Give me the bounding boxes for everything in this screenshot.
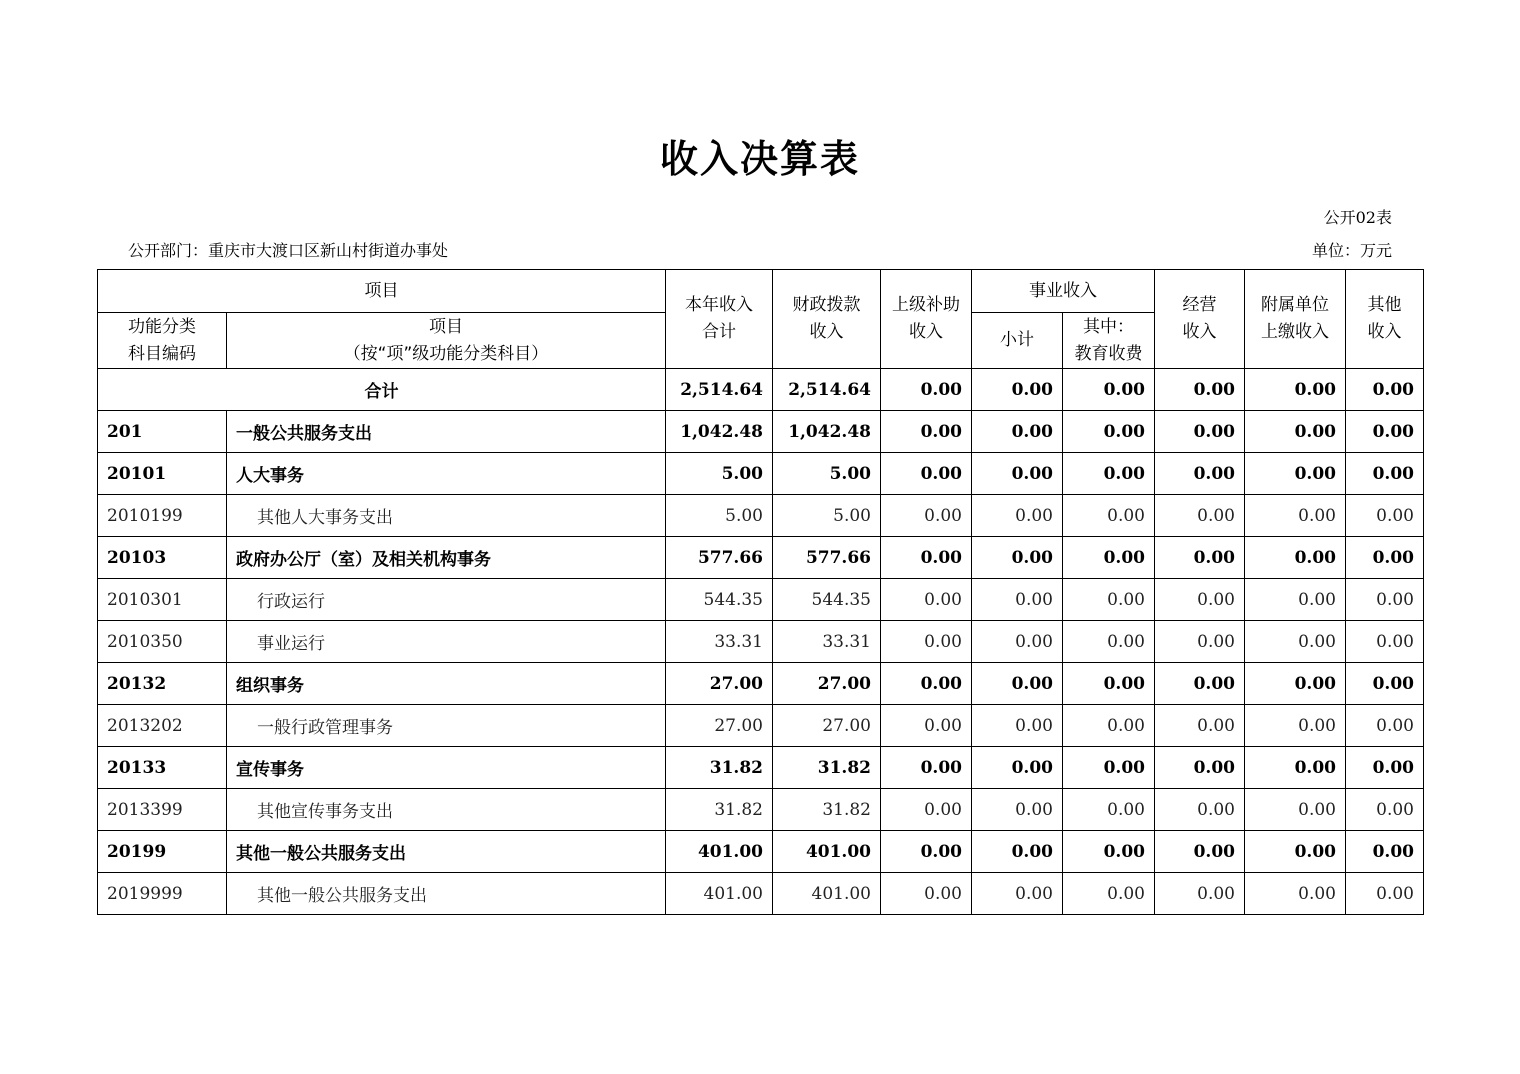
header-fiscal: [773, 270, 881, 369]
row-value: 0.00: [972, 705, 1063, 747]
row-value: 0.00: [972, 579, 1063, 621]
header-name-line2: （按“项”级功能分类科目）: [343, 343, 549, 364]
header-affiliate: [1245, 270, 1346, 369]
header-operate-line1: 经营: [1182, 295, 1217, 315]
row-value: 0.00: [1245, 495, 1346, 537]
row-value: 0.00: [972, 453, 1063, 495]
row-code: 20101: [98, 453, 227, 495]
row-value: 0.00: [1245, 831, 1346, 873]
row-code: 2010350: [98, 621, 227, 663]
row-value: 0.00: [1155, 789, 1245, 831]
header-code-line2: 科目编码: [128, 343, 196, 364]
row-value: 0.00: [1245, 663, 1346, 705]
row-value: 0.00: [1063, 831, 1155, 873]
header-edu-line2: 教育收费: [1074, 343, 1143, 364]
row-value: 0.00: [1346, 831, 1424, 873]
row-value: 0.00: [881, 579, 972, 621]
total-cell: 2,514.64: [773, 369, 881, 411]
row-code: 20103: [98, 537, 227, 579]
row-value: 401.00: [773, 873, 881, 915]
total-cell: 0.00: [1063, 369, 1155, 411]
row-code: 20132: [98, 663, 227, 705]
row-value: 0.00: [1063, 621, 1155, 663]
row-code: 2019999: [98, 873, 227, 915]
total-cell: 0.00: [881, 369, 972, 411]
header-other: [1346, 270, 1424, 369]
row-code: 20199: [98, 831, 227, 873]
row-value: 401.00: [773, 831, 881, 873]
row-value: 0.00: [1155, 453, 1245, 495]
header-subtotal: 小计: [972, 313, 1063, 369]
table-row: [98, 873, 1424, 915]
row-value: 0.00: [1063, 663, 1155, 705]
row-value: 0.00: [1245, 411, 1346, 453]
row-value: 0.00: [1155, 537, 1245, 579]
row-value: 0.00: [1346, 579, 1424, 621]
row-value: 0.00: [881, 831, 972, 873]
row-value: 0.00: [1346, 621, 1424, 663]
row-value: 0.00: [1155, 831, 1245, 873]
total-label: 合计: [98, 369, 666, 411]
row-value: 0.00: [972, 747, 1063, 789]
row-value: 0.00: [1245, 873, 1346, 915]
row-value: 33.31: [666, 621, 773, 663]
header-operate: [1155, 270, 1245, 369]
row-value: 0.00: [1063, 537, 1155, 579]
row-name: 组织事务: [227, 663, 666, 705]
table-row: [98, 537, 1424, 579]
row-value: 27.00: [666, 663, 773, 705]
header-affiliate-line2: 上缴收入: [1261, 322, 1329, 342]
row-value: 0.00: [972, 537, 1063, 579]
row-value: 0.00: [1155, 495, 1245, 537]
row-name: 一般公共服务支出: [227, 411, 666, 453]
row-value: 0.00: [1346, 537, 1424, 579]
row-value: 0.00: [881, 495, 972, 537]
row-value: 0.00: [1346, 663, 1424, 705]
header-other-line1: 其他: [1367, 295, 1402, 315]
row-value: 0.00: [1245, 747, 1346, 789]
row-value: 0.00: [881, 621, 972, 663]
row-value: 0.00: [1346, 789, 1424, 831]
row-value: 27.00: [666, 705, 773, 747]
row-value: 0.00: [972, 411, 1063, 453]
row-value: 0.00: [881, 537, 972, 579]
row-value: 5.00: [773, 495, 881, 537]
row-value: 27.00: [773, 705, 881, 747]
row-value: 0.00: [1346, 453, 1424, 495]
table-row: [98, 663, 1424, 705]
row-value: 0.00: [1346, 411, 1424, 453]
row-value: 0.00: [1155, 411, 1245, 453]
total-row: [98, 369, 1424, 411]
department-label: 公开部门：重庆市大渡口区新山村街道办事处: [128, 241, 449, 260]
row-value: 0.00: [1063, 705, 1155, 747]
table-row: [98, 495, 1424, 537]
row-value: 27.00: [773, 663, 881, 705]
row-value: 0.00: [881, 663, 972, 705]
row-value: 0.00: [1155, 579, 1245, 621]
form-number: 公开02表: [1323, 208, 1392, 227]
row-name: 行政运行: [227, 579, 666, 621]
table-row: [98, 747, 1424, 789]
header-fiscal-line2: 收入: [809, 322, 844, 342]
row-value: 577.66: [773, 537, 881, 579]
row-value: 0.00: [1155, 621, 1245, 663]
row-value: 1,042.48: [773, 411, 881, 453]
row-value: 0.00: [881, 453, 972, 495]
row-value: 0.00: [1155, 663, 1245, 705]
row-code: 201: [98, 411, 227, 453]
row-name: 其他人大事务支出: [227, 495, 666, 537]
row-name: 事业运行: [227, 621, 666, 663]
row-name: 其他一般公共服务支出: [227, 873, 666, 915]
row-value: 0.00: [1245, 789, 1346, 831]
header-total-line1: 本年收入: [685, 295, 753, 315]
total-cell: 0.00: [972, 369, 1063, 411]
total-cell: 0.00: [1346, 369, 1424, 411]
header-edu: [1063, 313, 1155, 369]
table-row: [98, 621, 1424, 663]
total-cell: 0.00: [1155, 369, 1245, 411]
header-operate-line2: 收入: [1182, 322, 1217, 342]
header-total: [666, 270, 773, 369]
row-value: 0.00: [1245, 537, 1346, 579]
row-value: 0.00: [1155, 747, 1245, 789]
row-value: 0.00: [1155, 705, 1245, 747]
row-value: 0.00: [972, 495, 1063, 537]
row-value: 0.00: [1346, 705, 1424, 747]
row-value: 0.00: [972, 621, 1063, 663]
row-value: 0.00: [881, 873, 972, 915]
row-value: 0.00: [972, 789, 1063, 831]
header-name-line1: 项目: [429, 316, 463, 337]
row-value: 5.00: [666, 453, 773, 495]
row-name: 人大事务: [227, 453, 666, 495]
row-value: 0.00: [881, 705, 972, 747]
header-total-line2: 合计: [702, 322, 736, 342]
row-name: 一般行政管理事务: [227, 705, 666, 747]
row-value: 31.82: [666, 789, 773, 831]
header-superior-line1: 上级补助: [892, 295, 960, 315]
header-code-line1: 功能分类: [128, 316, 196, 337]
header-row-1: [98, 270, 1424, 313]
row-value: 0.00: [1346, 495, 1424, 537]
row-value: 0.00: [1245, 705, 1346, 747]
row-value: 31.82: [666, 747, 773, 789]
row-value: 0.00: [1063, 411, 1155, 453]
row-value: 0.00: [1063, 873, 1155, 915]
row-code: 2010301: [98, 579, 227, 621]
row-name: 其他宣传事务支出: [227, 789, 666, 831]
row-value: 0.00: [1245, 621, 1346, 663]
row-value: 0.00: [1063, 579, 1155, 621]
row-value: 0.00: [972, 663, 1063, 705]
row-value: 0.00: [1245, 453, 1346, 495]
row-code: 2013202: [98, 705, 227, 747]
row-value: 31.82: [773, 789, 881, 831]
row-value: 5.00: [773, 453, 881, 495]
row-value: 0.00: [881, 747, 972, 789]
row-value: 0.00: [1063, 789, 1155, 831]
row-value: 0.00: [972, 831, 1063, 873]
table-row: [98, 411, 1424, 453]
table-row: [98, 705, 1424, 747]
header-affiliate-line1: 附属单位: [1261, 295, 1329, 315]
row-value: 577.66: [666, 537, 773, 579]
row-value: 0.00: [1346, 873, 1424, 915]
header-other-line2: 收入: [1367, 322, 1402, 342]
table-row: [98, 789, 1424, 831]
row-value: 544.35: [666, 579, 773, 621]
table-body: [98, 369, 1424, 915]
unit-label: 单位：万元: [1311, 241, 1392, 260]
header-superior-line2: 收入: [909, 322, 943, 342]
row-name: 政府办公厅（室）及相关机构事务: [227, 537, 666, 579]
total-cell: 2,514.64: [666, 369, 773, 411]
table-row: [98, 831, 1424, 873]
row-value: 401.00: [666, 873, 773, 915]
row-value: 33.31: [773, 621, 881, 663]
row-value: 0.00: [881, 411, 972, 453]
row-name: 其他一般公共服务支出: [227, 831, 666, 873]
row-value: 31.82: [773, 747, 881, 789]
row-value: 0.00: [1346, 747, 1424, 789]
income-table: [97, 269, 1424, 915]
row-value: 401.00: [666, 831, 773, 873]
row-value: 0.00: [1063, 495, 1155, 537]
header-name: [227, 313, 666, 369]
header-code: [98, 313, 227, 369]
row-value: 0.00: [881, 789, 972, 831]
header-career-group: 事业收入: [972, 270, 1155, 313]
table-row: [98, 579, 1424, 621]
header-fiscal-line1: 财政拨款: [792, 295, 861, 315]
row-value: 5.00: [666, 495, 773, 537]
row-value: 0.00: [1155, 873, 1245, 915]
row-value: 0.00: [1245, 579, 1346, 621]
row-code: 20133: [98, 747, 227, 789]
row-value: 1,042.48: [666, 411, 773, 453]
total-cell: 0.00: [1245, 369, 1346, 411]
row-value: 0.00: [1063, 747, 1155, 789]
page-title: 收入决算表: [659, 137, 860, 181]
table-row: [98, 453, 1424, 495]
row-value: 0.00: [1063, 453, 1155, 495]
row-value: 544.35: [773, 579, 881, 621]
header-item-group: 项目: [98, 270, 666, 313]
row-value: 0.00: [972, 873, 1063, 915]
row-code: 2010199: [98, 495, 227, 537]
row-code: 2013399: [98, 789, 227, 831]
header-edu-line1: 其中：: [1083, 316, 1134, 337]
row-name: 宣传事务: [227, 747, 666, 789]
header-superior: [881, 270, 972, 369]
